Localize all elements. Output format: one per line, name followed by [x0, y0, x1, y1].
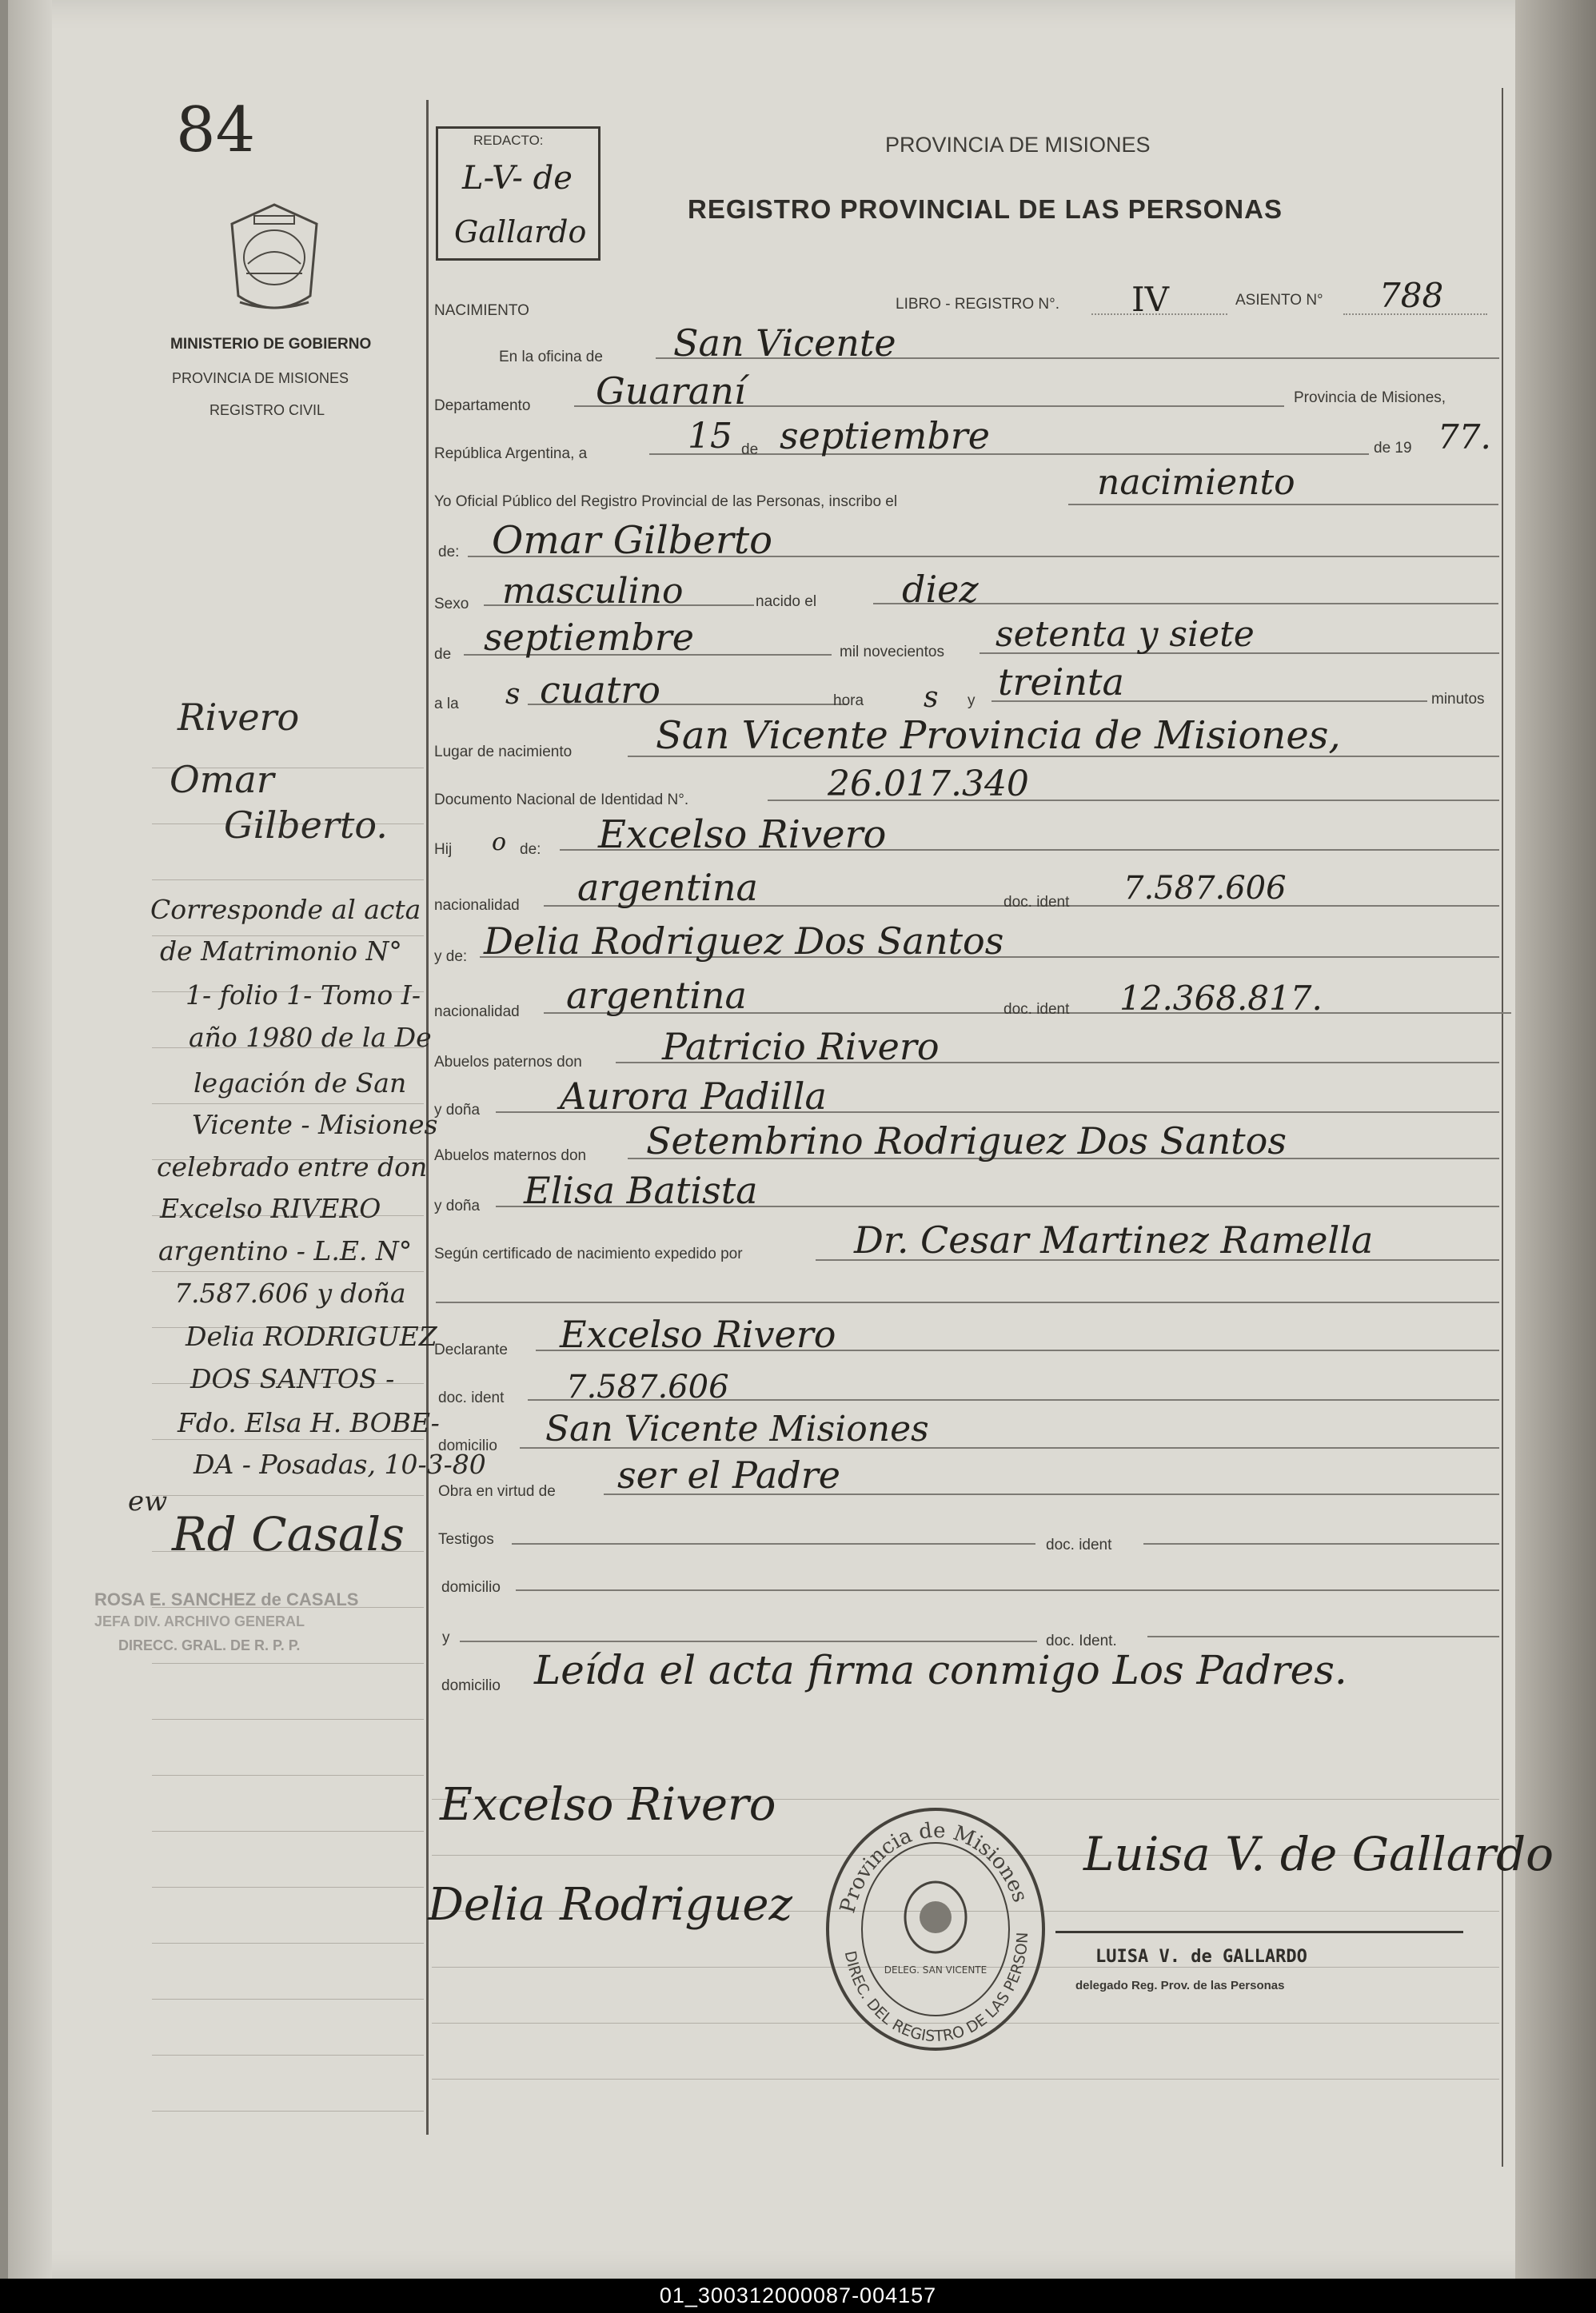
republica-label: República Argentina, a [434, 445, 588, 462]
minutos-label: minutos [1431, 691, 1485, 708]
ab-mat-label: Abuelos maternos don [434, 1147, 587, 1164]
padre-value: Excelso Rivero [598, 812, 887, 857]
margin-note-line4: año 1980 de la De [189, 1022, 432, 1053]
y-label: y [968, 692, 976, 709]
madre-value: Delia Rodriguez Dos Santos [484, 919, 1004, 963]
declarante-doc-value: 7.587.606 [566, 1369, 729, 1406]
margin-initials: ew [128, 1486, 168, 1517]
month-value: septiembre [780, 414, 990, 457]
coat-of-arms-emblem [222, 200, 326, 320]
official-stamp-title: delegado Reg. Prov. de las Personas [1075, 1979, 1285, 1992]
testigos-label: Testigos [438, 1531, 494, 1548]
margin-name-line1: Rivero [178, 696, 300, 739]
declarante-label: Declarante [434, 1342, 508, 1358]
padre-nac-value: argentina [577, 866, 758, 909]
padre-doc-value: 7.587.606 [1123, 870, 1287, 907]
oficina-label: En la oficina de [499, 349, 603, 365]
official-signature: Luisa V. de Gallardo [1083, 1827, 1554, 1881]
margin-note-line5: legación de San [194, 1067, 407, 1099]
asiento-label: ASIENTO N° [1235, 292, 1323, 309]
domicilio-label: domicilio [438, 1438, 497, 1454]
cert-label: Según certificado de nacimiento expedido por [434, 1246, 743, 1262]
libro-value: IV [1131, 280, 1169, 319]
yde-label: y de: [434, 948, 468, 965]
lugar-label: Lugar de nacimiento [434, 744, 573, 760]
mes-value: septiembre [484, 616, 694, 659]
margin-note-line2: de Matrimonio N° [160, 935, 402, 967]
margin-note-line14: DA - Posadas, 10-3-80 [194, 1449, 486, 1480]
oficina-value: San Vicente [673, 321, 896, 365]
hora-suffix: s [924, 681, 939, 714]
margin-note-line1: Corresponde al acta [150, 894, 421, 925]
margin-note-line7: celebrado entre don [157, 1151, 428, 1182]
doc-ident2-label: doc. ident [1003, 1001, 1070, 1018]
day-value: 15 [688, 416, 732, 457]
nac-label: nacionalidad [434, 897, 520, 914]
dia-value: diez [902, 568, 979, 611]
margin-stamp-title: JEFA DIV. ARCHIVO GENERAL [94, 1613, 305, 1629]
hora-label: hora [833, 692, 864, 709]
de-nombre-label: de: [438, 544, 460, 560]
margin-note-line9: argentino - L.E. N° [158, 1235, 413, 1266]
official-seal [820, 1797, 1051, 2053]
year-label: de 19 [1374, 440, 1412, 457]
ab-pat-don-value: Patricio Rivero [662, 1025, 940, 1068]
page-number: 84 [176, 94, 256, 166]
official-stamp-name: LUISA V. de GALLARDO [1095, 1947, 1307, 1967]
father-signature: Excelso Rivero [440, 1779, 776, 1831]
madre-doc-value: 12.368.817. [1119, 979, 1323, 1018]
asiento-value: 788 [1379, 276, 1444, 315]
redacto-line2: Gallardo [454, 214, 587, 249]
margin-signature: Rd Casals [172, 1507, 405, 1561]
province-header: PROVINCIA DE MISIONES [885, 133, 1151, 157]
book-binding [8, 0, 52, 2279]
de-label: de [741, 441, 759, 458]
margin-note-line13: Fdo. Elsa H. BOBE- [178, 1407, 440, 1438]
nombre-value: Omar Gilberto [492, 518, 772, 563]
oficial-label: Yo Oficial Público del Registro Provincial de las Personas, inscribo el [434, 493, 898, 510]
doc-ident4-label: doc. ident [1046, 1537, 1112, 1553]
seal-inner-text: DELEG. SAN VICENTE [884, 1964, 988, 1976]
margin-note-line6: Vicente - Misiones [192, 1109, 438, 1140]
hijo-label: Hij [434, 841, 453, 858]
redacto-line1: L-V- de [462, 160, 573, 197]
mother-signature: Delia Rodriguez [428, 1879, 793, 1931]
lugar-value: San Vicente Provincia de Misiones, [656, 713, 1341, 758]
sexo-label: Sexo [434, 596, 469, 612]
section-label: NACIMIENTO [434, 302, 529, 319]
minutos-value: treinta [998, 660, 1124, 704]
year-value: 77. [1438, 417, 1491, 457]
provincia-label: Provincia de Misiones, [1294, 389, 1446, 406]
dni-value: 26.017.340 [828, 764, 1029, 804]
ydona2-label: y doña [434, 1198, 481, 1214]
doc-ident3-label: doc. ident [438, 1390, 505, 1406]
ministry-label: MINISTERIO DE GOBIERNO [170, 336, 372, 353]
ab-mat-dona-value: Elisa Batista [524, 1169, 758, 1212]
domicilio3-label: domicilio [441, 1677, 501, 1694]
dni-label: Documento Nacional de Identidad N°. [434, 792, 689, 808]
nac2-label: nacionalidad [434, 1003, 520, 1020]
ala-label: a la [434, 696, 459, 712]
seal-outer-text: Provincia de Misiones [836, 1818, 1032, 1916]
domicilio-value: San Vicente Misiones [545, 1409, 929, 1450]
civil-registry-label: REGISTRO CIVIL [209, 402, 325, 418]
ab-pat-dona-value: Aurora Padilla [560, 1075, 827, 1118]
page-edge [1515, 0, 1596, 2279]
footer-bar [0, 2279, 1596, 2313]
declarante-value: Excelso Rivero [560, 1313, 836, 1356]
oficial-value: nacimiento [1097, 462, 1295, 503]
ministry-province-label: PROVINCIA DE MISIONES [172, 370, 349, 386]
horas-prefix: s [505, 678, 521, 711]
doc-ident5-label: doc. Ident. [1046, 1633, 1117, 1649]
departamento-label: Departamento [434, 397, 531, 414]
ydona-label: y doña [434, 1102, 481, 1119]
madre-nac-value: argentina [566, 974, 747, 1017]
redacto-label: REDACTO: [473, 133, 544, 148]
margin-note-line10: 7.587.606 y doña [174, 1278, 406, 1309]
margin-stamp-dept: DIRECC. GRAL. DE R. P. P. [118, 1637, 301, 1653]
registry-title: REGISTRO PROVINCIAL DE LAS PERSONAS [688, 194, 1283, 224]
margin-note-line12: DOS SANTOS - [190, 1363, 395, 1394]
seal-ring-text: DIREC. DEL REGISTRO DE LAS PERSON [840, 1932, 1032, 2046]
margin-note-line8: Excelso RIVERO [160, 1193, 381, 1224]
obra-value: ser el Padre [617, 1454, 840, 1497]
footer-id: 01_300312000087-004157 [659, 2283, 937, 2307]
nacido-label: nacido el [756, 593, 817, 610]
departamento-value: Guaraní [596, 369, 746, 413]
anio-value: setenta y siete [996, 614, 1255, 655]
obra-label: Obra en virtud de [438, 1483, 556, 1500]
hijo-de-label: de: [520, 841, 541, 858]
de2-label: de [434, 646, 452, 663]
libro-label: LIBRO - REGISTRO N°. [896, 296, 1060, 313]
ab-pat-label: Abuelos paternos don [434, 1054, 582, 1071]
margin-stamp-name: ROSA E. SANCHEZ de CASALS [94, 1589, 359, 1609]
margin-note-line3: 1- folio 1- Tomo I- [186, 979, 421, 1011]
domicilio2-label: domicilio [441, 1579, 501, 1596]
cert-value: Dr. Cesar Martinez Ramella [854, 1218, 1374, 1262]
margin-note-line11: Delia RODRIGUEZ [186, 1321, 437, 1352]
closing-value: Leída el acta firma conmigo Los Padres. [534, 1647, 1347, 1693]
hijo-suffix: o [492, 828, 507, 856]
doc-ident-label: doc. ident [1003, 894, 1070, 911]
margin-name-line2: Omar [170, 758, 274, 801]
horas-value: cuatro [540, 668, 660, 712]
ab-mat-don-value: Setembrino Rodriguez Dos Santos [646, 1119, 1287, 1162]
margin-name-line3: Gilberto. [224, 804, 388, 847]
sexo-value: masculino [502, 571, 684, 612]
mil-label: mil novecientos [840, 644, 944, 660]
y2-label: y [442, 1629, 450, 1646]
